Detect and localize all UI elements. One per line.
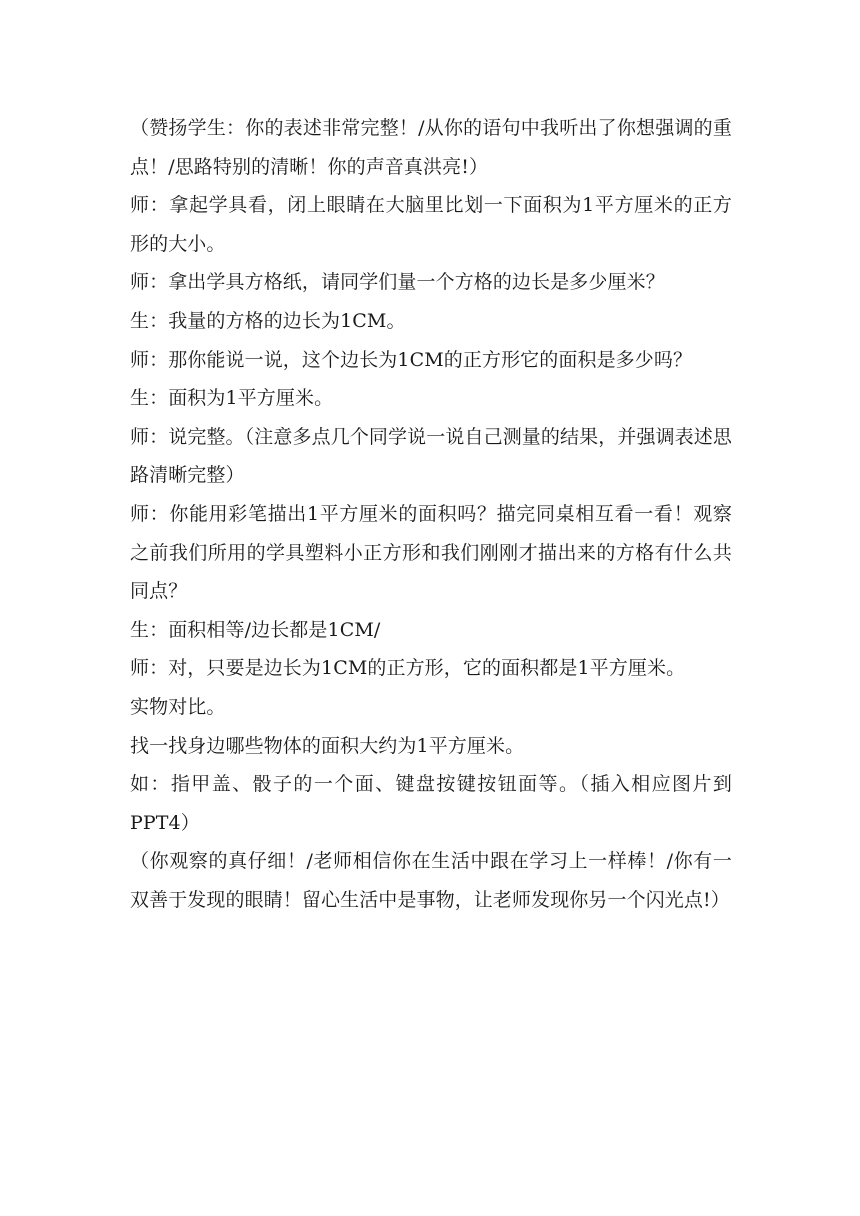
paragraph-teacher-complete: 师：说完整。（注意多点几个同学说一说自己测量的结果，并强调表述思路清晰完整）	[130, 425, 732, 487]
paragraph-teacher-conclusion: 师：对，只要是边长为1CM的正方形，它的面积都是1平方厘米。	[130, 657, 686, 680]
paragraph-student-area: 生：面积为1平方厘米。	[130, 387, 334, 410]
paragraph-object-compare: 实物对比。	[130, 695, 226, 718]
paragraph-student-common: 生：面积相等/边长都是1CM/	[130, 618, 381, 641]
paragraph-praise-1: （赞扬学生：你的表述非常完整！/从你的语句中我听出了你想强调的重点！/思路特别的清晰！你的声音真洪亮!）	[130, 117, 732, 178]
paragraph-teacher-area-question: 师：那你能说一说，这个边长为1CM的正方形它的面积是多少吗？	[130, 348, 693, 371]
paragraph-praise-2: （你观察的真仔细！/老师相信你在生活中跟在学习上一样棒！/你有一双善于发现的眼睛！留心生活中是事物，让老师发现你另一个闪光点!）	[130, 850, 732, 911]
paragraph-teacher-visualize: 师：拿起学具看，闭上眼睛在大脑里比划一下面积为1平方厘米的正方形的大小。	[130, 194, 732, 255]
paragraph-examples: 如：指甲盖、骰子的一个面、键盘按键按钮面等。（插入相应图片到PPT4）	[130, 773, 732, 834]
paragraph-teacher-trace: 师：你能用彩笔描出1平方厘米的面积吗？描完同桌相互看一看！观察之前我们所用的学具塑料小正方形和我们刚刚才描出来的方格有什么共同点？	[130, 502, 732, 603]
paragraph-student-measure: 生：我量的方格的边长为1CM。	[130, 309, 406, 332]
document-body	[130, 109, 732, 919]
paragraph-teacher-grid-paper: 师：拿出学具方格纸，请同学们量一个方格的边长是多少厘米？	[130, 271, 665, 294]
paragraph-find-objects: 找一找身边哪些物体的面积大约为1平方厘米。	[130, 734, 525, 757]
